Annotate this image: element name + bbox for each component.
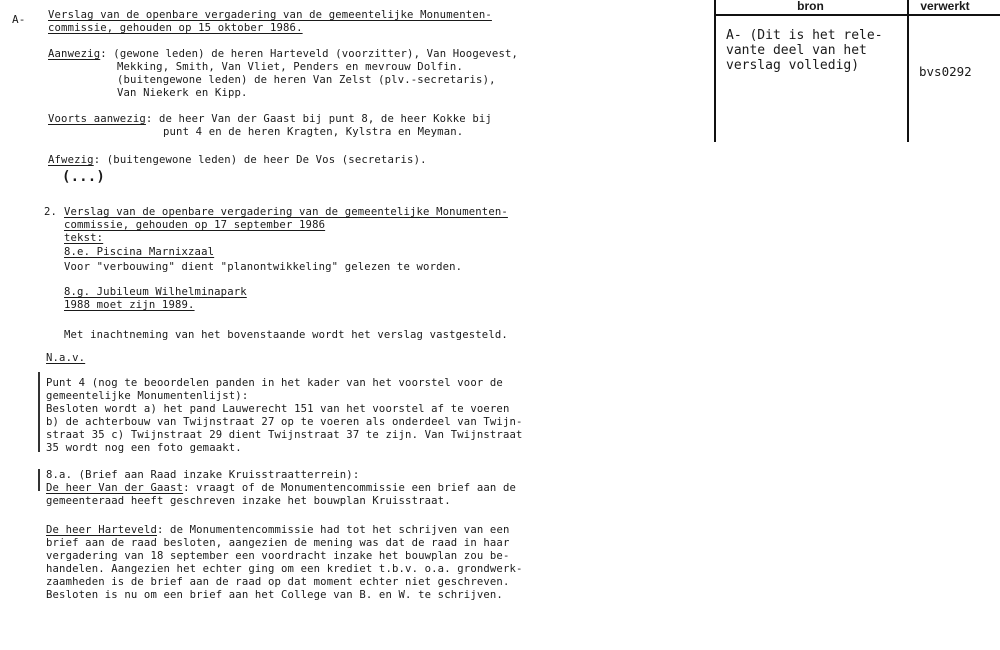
harteveld-label: De heer Harteveld xyxy=(46,524,157,536)
absent-text: : (buitengewone leden) de heer De Vos (secretaris). xyxy=(93,154,427,166)
van-der-gaast-line-1 xyxy=(46,482,516,495)
item-2-tekst-label: tekst: xyxy=(64,232,104,244)
absent-line xyxy=(48,154,427,167)
van-der-gaast-text-1: : vraagt of de Monumentencommissie een brief aan de xyxy=(183,482,517,494)
absent-label: Afwezig xyxy=(48,154,94,166)
punt-4-line-1: Punt 4 (nog te beoordelen panden in het kader van het voorstel voor de xyxy=(46,377,503,389)
present-line-4: Van Niekerk en Kipp. xyxy=(117,87,248,99)
punt-4-line-6: 35 wordt nog een foto gemaakt. xyxy=(46,442,242,454)
omission-ellipsis: (...) xyxy=(62,169,105,185)
harteveld-line-5: zaamheden is de brief aan de raad op dat moment echter niet geschreven. xyxy=(46,576,510,588)
present-line-2: Mekking, Smith, Van Vliet, Penders en mevrouw Dolfin. xyxy=(117,61,463,73)
harteveld-line-3: vergadering van 18 september een voordracht inzake het bouwplan zou be- xyxy=(46,550,510,562)
also-present-line-1 xyxy=(48,113,492,126)
source-table xyxy=(714,0,1000,142)
margin-bar-punt-8a xyxy=(38,469,40,491)
punt-4-line-5: straat 35 c) Twijnstraat 29 dient Twijnstraat 37 te zijn. Van Twijnstraat xyxy=(46,429,523,441)
report-title-line-1: Verslag van de openbare vergadering van de gemeentelijke Monumenten- xyxy=(48,9,492,21)
nav-heading: N.a.v. xyxy=(46,352,86,364)
bron-cell: A- (Dit is het rele- vante deel van het verslag volledig) xyxy=(726,28,883,73)
item-2-conclusion: Met inachtneming van het bovenstaande wordt het verslag vastgesteld. xyxy=(64,329,508,341)
item-8e-title: 8.e. Piscina Marnixzaal xyxy=(64,246,215,258)
harteveld-line-2: brief aan de raad besloten, aangezien de mening was dat de raad in haar xyxy=(46,537,510,549)
also-present-label: Voorts aanwezig xyxy=(48,113,146,125)
item-2-title-line-2: commissie, gehouden op 17 september 1986 xyxy=(64,219,326,231)
item-2-title-line-1: Verslag van de openbare vergadering van de gemeentelijke Monumenten- xyxy=(64,206,508,218)
item-8g-title: 8.g. Jubileum Wilhelminapark xyxy=(64,286,247,298)
table-column-rule xyxy=(907,0,909,142)
item-2-number: 2. xyxy=(44,206,58,218)
punt-4-line-2: gemeentelijke Monumentenlijst): xyxy=(46,390,249,402)
also-present-line-2: punt 4 en de heren Kragten, Kylstra en Meyman. xyxy=(163,126,464,138)
harteveld-text-1: : de Monumentencommissie had tot het schrijven van een xyxy=(156,524,510,536)
table-header-rule xyxy=(714,14,1000,16)
margin-label: A- xyxy=(12,13,26,26)
van-der-gaast-line-2: gemeenteraad heeft geschreven inzake het bouwplan Kruisstraat. xyxy=(46,495,451,507)
also-present-text-1: : de heer Van der Gaast bij punt 8, de heer Kokke bij xyxy=(145,113,492,125)
punt-4-line-4: b) de achterbouw van Twijnstraat 27 op te voeren als onderdeel van Twijn- xyxy=(46,416,523,428)
margin-bar-punt-4 xyxy=(38,372,40,452)
report-title-line-2: commissie, gehouden op 15 oktober 1986. xyxy=(48,22,303,34)
harteveld-line-4: handelen. Aangezien het echter ging om een krediet t.b.v. o.a. grondwerk- xyxy=(46,563,523,575)
present-line-3: (buitengewone leden) de heren Van Zelst (plv.-secretaris), xyxy=(117,74,496,86)
van-der-gaast-label: De heer Van der Gaast xyxy=(46,482,184,494)
header-verwerkt: verwerkt xyxy=(920,0,970,13)
table-left-rule xyxy=(714,0,716,142)
harteveld-line-1 xyxy=(46,524,510,537)
present-line-1 xyxy=(48,48,518,61)
verwerkt-cell: bvs0292 xyxy=(919,64,972,79)
present-label: Aanwezig xyxy=(48,48,101,60)
item-8g-text: 1988 moet zijn 1989. xyxy=(64,299,195,311)
item-8e-text: Voor "verbouwing" dient "planontwikkeling" gelezen te worden. xyxy=(64,261,463,273)
punt-4-line-3: Besloten wordt a) het pand Lauwerecht 151 van het voorstel af te voeren xyxy=(46,403,510,415)
harteveld-line-6: Besloten is nu om een brief aan het College van B. en W. te schrijven. xyxy=(46,589,503,601)
present-text-1: : (gewone leden) de heren Harteveld (voorzitter), Van Hoogevest, xyxy=(100,48,519,60)
punt-8a-line: 8.a. (Brief aan Raad inzake Kruisstraatterrein): xyxy=(46,469,360,481)
header-bron: bron xyxy=(797,0,824,13)
